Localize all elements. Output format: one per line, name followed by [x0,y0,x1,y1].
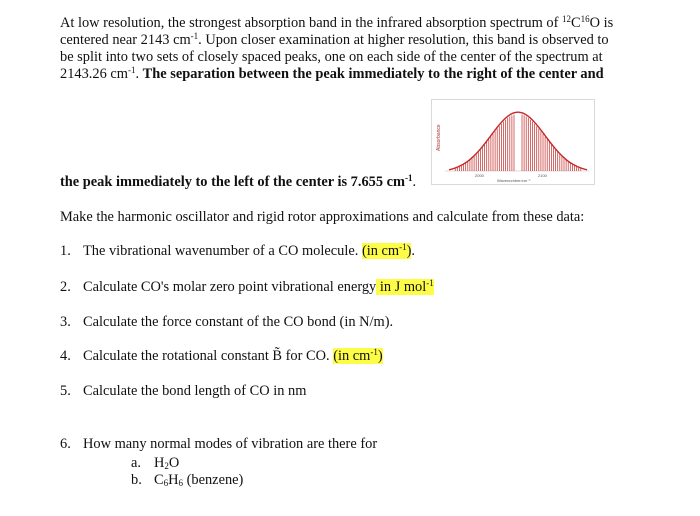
question-4: 4. Calculate the rotational constant B for CO. (in $cm^{-1}$) [60,347,383,364]
figure-ylabel: Absorbance [436,124,442,151]
instruction-text: Make the harmonic oscillator and rigid rotor approximations and calculate from these data: [60,209,585,225]
highlight-unit: (in $cm^{-1}$) [333,347,383,364]
question-6: 6. How many normal modes of vibration are there for [60,436,378,452]
b-tilde-symbol: B [272,348,283,364]
question-3: 3. Calculate the force constant of the CO bond (in N/m). [60,314,394,330]
highlight-unit: in J mol$^{-1}$ [376,278,434,295]
highlight-unit: (in $cm^{-1}$) [361,242,412,259]
figure-xlabel: Wavenumber/cm⁻¹ [497,178,531,183]
subitem-b: b. $C_6H_6$ (benzene) [131,472,244,488]
intro-line-5: the peak immediately to the left of the center is 7.655 $cm^{-1}$. [60,173,417,190]
question-2: 2. Calculate CO's molar zero point vibrational energy in J mol$^{-1}$ [60,278,434,295]
ir-spectrum-figure [431,99,595,185]
intro-line-4: 2143.26 $cm^{-1}$. The separation between the peak immediately to the right of the center and [60,65,604,82]
intro-paragraph [60,15,660,83]
figure-xtick-left: 2000 [475,173,484,178]
intro-line-1: At low resolution, the strongest absorption band in the infrared absorption spectrum of $^{12}C^{16}O$ is [60,14,614,31]
figure-xtick-right: 2100 [538,173,547,178]
question-5: 5. Calculate the bond length of CO in nm [60,383,307,399]
intro-line-3: be split into two sets of closely spaced peaks, one on each side of the center of the spectrum at [60,49,603,65]
question-1: 1. The vibrational wavenumber of a CO molecule. (in $cm^{-1}$). [60,242,416,259]
subitem-a: a. $H_2O$ [131,455,180,471]
intro-line-2: centered near 2143 $cm^{-1}$. Upon closer examination at higher resolution, this band is observed to [60,31,609,48]
figure-frame [432,100,595,185]
